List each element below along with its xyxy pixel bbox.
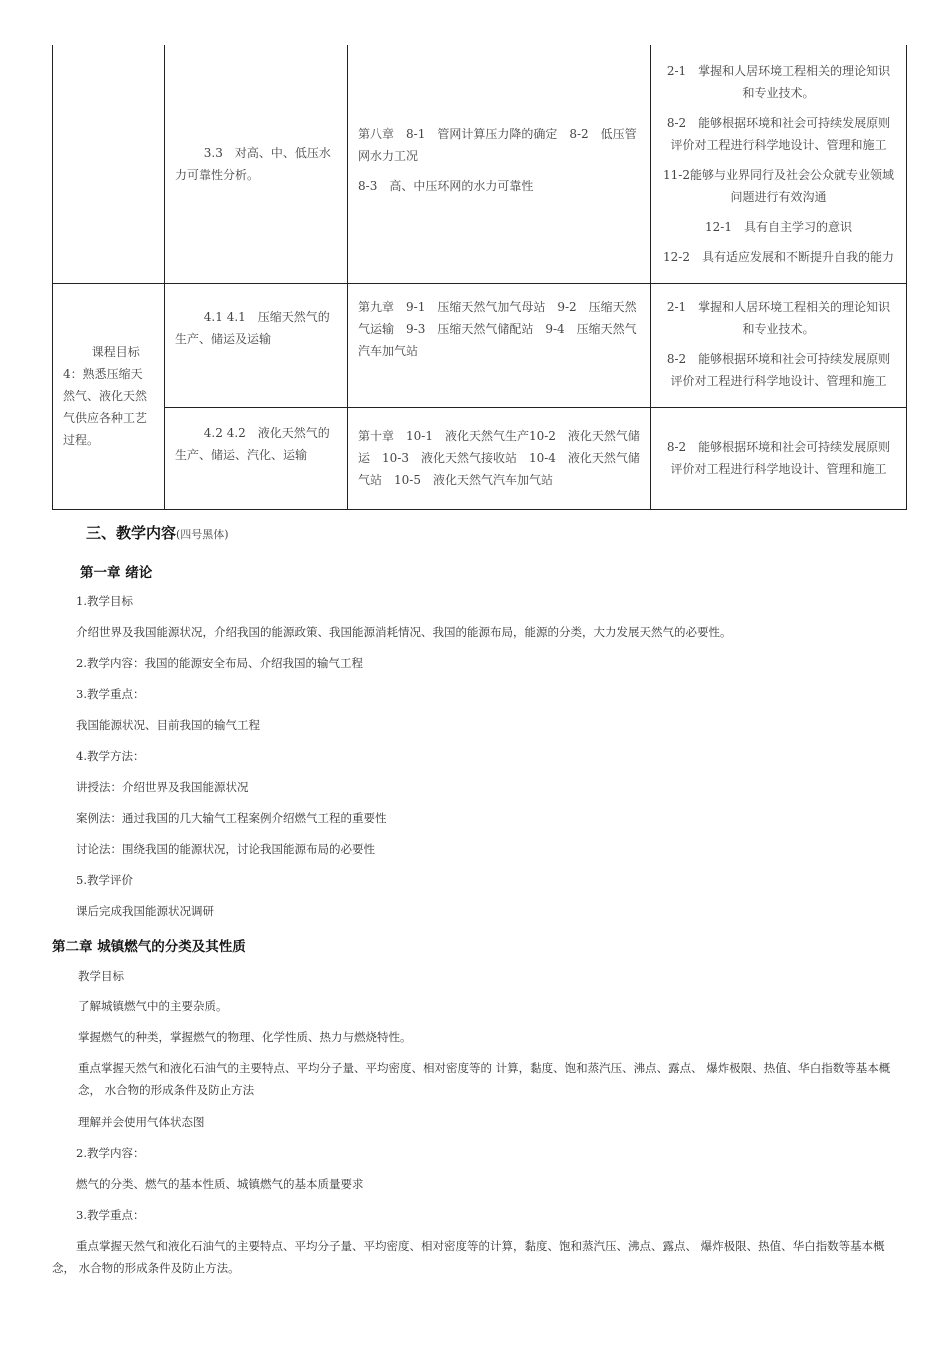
sub-goal-cell: 4.2 4.2 液化天然气的生产、储运、汽化、运输 xyxy=(165,407,348,509)
paragraph: 理解并会使用气体状态图 xyxy=(78,1115,205,1129)
course-goal-4-cell: 课程目标 4：熟悉压缩天然气、液化天然气供应各种工艺过程。 xyxy=(53,283,165,509)
paragraph: 重点掌握天然气和液化石油气的主要特点、平均分子量、平均密度、相对密度等的计算，黏度、饱和蒸汽压、沸点、露点、 爆炸极限、热值、华白指数等基本概念， 水合物的形成条件及防止方法。 xyxy=(52,1239,885,1275)
requirement-cell xyxy=(651,283,907,407)
chapter-cell: 第十章 10-1 液化天然气生产10-2 液化天然气储运 10-3 液化天然气接收站 10-4 液化天然气储气站 10-5 液化天然气汽车加气站 xyxy=(348,407,651,509)
paragraph: 我国能源状况、目前我国的输气工程 xyxy=(76,718,260,732)
chapter-line: 8-3 高、中压环网的水力可靠性 xyxy=(358,178,534,193)
table-row xyxy=(53,283,907,407)
chapter-cell: 第九章 9-1 压缩天然气加气母站 9-2 压缩天然气运输 9-3 压缩天然气储配站 9-4 压缩天然气汽车加气站 xyxy=(348,283,651,407)
paragraph: 3.教学重点： xyxy=(76,1208,145,1222)
table-row xyxy=(53,407,907,509)
requirement-item: 2-1 掌握和人居环境工程相关的理论知识和专业技术。 xyxy=(666,63,891,100)
paragraph: 重点掌握天然气和液化石油气的主要特点、平均分子量、平均密度、相对密度等的 计算，黏度、饱和蒸汽压、沸点、露点、 爆炸极限、热值、华白指数等基本概念， 水合物的形成条件及防止方法 xyxy=(78,1061,891,1097)
paragraph: 介绍世界及我国能源状况，介绍我国的能源政策、我国能源消耗情况、我国的能源布局，能源的分类，大力发展天然气的必要性。 xyxy=(76,625,732,639)
sub-goal-cell: 3.3 对高、中、低压水力可靠性分析。 xyxy=(165,45,348,283)
paragraph: 2.教学内容： xyxy=(76,1146,145,1160)
requirement-item: 2-1 掌握和人居环境工程相关的理论知识和专业技术。 xyxy=(666,299,891,336)
paragraph: 2.教学内容：我国的能源安全布局、介绍我国的输气工程 xyxy=(76,656,363,670)
requirement-item: 8-2 能够根据环境和社会可持续发展原则评价对工程进行科学地设计、管理和施工 xyxy=(666,115,891,152)
requirement-item: 12-2 具有适应发展和不断提升自我的能力 xyxy=(663,249,894,264)
paragraph: 3.教学重点： xyxy=(76,687,145,701)
paragraph: 案例法：通过我国的几大输气工程案例介绍燃气工程的重要性 xyxy=(76,811,387,825)
table-row xyxy=(53,45,907,283)
paragraph: 掌握燃气的种类，掌握燃气的物理、化学性质、热力与燃烧特性。 xyxy=(78,1030,412,1044)
sub-goal-cell: 4.1 4.1 压缩天然气的生产、储运及运输 xyxy=(165,283,348,407)
chapter-cell xyxy=(348,45,651,283)
paragraph: 讨论法：围绕我国的能源状况，讨论我国能源布局的必要性 xyxy=(76,842,375,856)
chapter-line: 第八章 8-1 管网计算压力降的确定 8-2 低压管网水力工况 xyxy=(358,126,637,163)
paragraph: 1.教学目标 xyxy=(76,594,133,608)
section-heading-note: (四号黑体) xyxy=(176,528,229,541)
section-heading: 三、教学内容(四号黑体) xyxy=(86,524,229,542)
paragraph: 4.教学方法： xyxy=(76,749,145,763)
requirement-cell xyxy=(651,45,907,283)
paragraph: 5.教学评价 xyxy=(76,873,133,887)
requirement-cell xyxy=(651,407,907,509)
paragraph: 课后完成我国能源状况调研 xyxy=(76,904,214,918)
requirement-item: 8-2 能够根据环境和社会可持续发展原则评价对工程进行科学地设计、管理和施工 xyxy=(666,351,891,388)
paragraph: 燃气的分类、燃气的基本性质、城镇燃气的基本质量要求 xyxy=(76,1177,364,1191)
requirement-item: 11-2能够与业界同行及社会公众就专业领域问题进行有效沟通 xyxy=(663,167,894,204)
goal-cell-empty xyxy=(53,45,165,283)
requirement-item: 12-1 具有自主学习的意识 xyxy=(705,219,852,234)
requirement-item: 8-2 能够根据环境和社会可持续发展原则评价对工程进行科学地设计、管理和施工 xyxy=(666,440,891,476)
chapter-2-title: 第二章 城镇燃气的分类及其性质 xyxy=(52,939,246,955)
paragraph: 讲授法：介绍世界及我国能源状况 xyxy=(76,780,249,794)
paragraph: 教学目标 xyxy=(78,969,124,983)
course-objective-table xyxy=(52,45,907,510)
chapter-1-title: 第一章 绪论 xyxy=(80,565,153,581)
paragraph: 了解城镇燃气中的主要杂质。 xyxy=(78,999,228,1013)
